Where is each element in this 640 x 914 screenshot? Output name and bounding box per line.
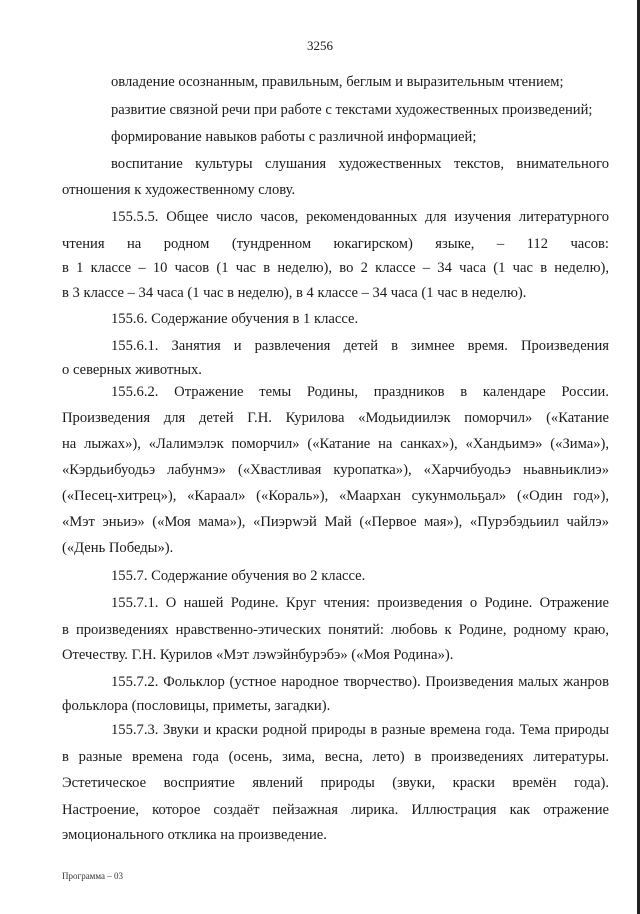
text-line: 155.5.5. Общее число часов, рекомендованных для изучения литературного: [111, 209, 609, 225]
footer-label: Программа – 03: [62, 871, 124, 881]
text-line: 155.7.3. Звуки и краски родной природы в разные времена года. Тема природы: [111, 722, 609, 738]
text-line: («Песец-хитрец»), «Караал» («Кораль»), «Маархан сукунмольҕал» («Один год»),: [62, 488, 609, 504]
text-line: 155.6.2. Отражение темы Родины, праздников в календаре России.: [111, 384, 609, 400]
text-line: в 1 классе – 10 часов (1 час в неделю), во 2 классе – 34 часа (1 час в неделю),: [62, 260, 609, 276]
text-line: 155.6.1. Занятия и развлечения детей в зимнее время. Произведения: [111, 338, 609, 354]
section-heading: 155.6. Содержание обучения в 1 классе.: [111, 311, 359, 327]
text-line: воспитание культуры слушания художественных текстов, внимательного: [111, 156, 609, 172]
text-line: «Мэт эньиэ» («Моя мама»), «Пиэрwэй Май («Первое мая»), «Пурэбэдьиил чайлэ»: [62, 514, 609, 530]
text-line: о северных животных.: [62, 362, 202, 378]
text-line: на лыжах»), «Лалимэлэк поморчил» («Катание на санках»), «Хандьимэ» («Зима»),: [62, 436, 609, 452]
text-line: отношения к художественному слову.: [62, 182, 296, 198]
section-heading: 155.7. Содержание обучения во 2 классе.: [111, 568, 366, 584]
text-line: овладение осознанным, правильным, беглым и выразительным чтением;: [111, 74, 564, 90]
text-line: «Кэрдьибуодьэ лабунмэ» («Хвастливая куропатка»), «Харчибуодьэ ньавньиклиэ»: [62, 462, 609, 478]
text-line: эмоционального отклика на произведение.: [62, 827, 327, 843]
text-line: фольклора (пословицы, приметы, загадки).: [62, 698, 331, 714]
text-line: 155.7.2. Фольклор (устное народное творчество). Произведения малых жанров: [111, 674, 609, 690]
text-line: формирование навыков работы с различной информацией;: [111, 129, 477, 145]
text-line: («День Победы»).: [62, 540, 174, 556]
page-number: 3256: [307, 38, 333, 53]
text-line: Эстетическое восприятие явлений природы (звуки, краски времён года).: [62, 775, 609, 791]
text-line: Отечеству. Г.Н. Курилов «Мэт лэwэйнбурэбэ» («Моя Родина»).: [62, 647, 454, 663]
text-line: развитие связной речи при работе с текстами художественных произведений;: [111, 102, 593, 118]
text-line: 155.7.1. О нашей Родине. Круг чтения: произведения о Родине. Отражение: [111, 595, 609, 611]
text-line: в разные времена года (осень, зима, весна, лето) в произведениях литературы.: [62, 749, 609, 765]
text-line: в произведениях нравственно-этических понятий: любовь к Родине, родному краю,: [62, 622, 609, 638]
text-line: Настроение, которое создаёт пейзажная лирика. Иллюстрация как отражение: [62, 802, 609, 818]
text-line: Произведения для детей Г.Н. Курилова «Модьидиилэк поморчил» («Катание: [62, 410, 609, 426]
text-line: чтения на родном (тундренном юкагирском) языке, – 112 часов:: [62, 236, 609, 252]
text-line: в 3 классе – 34 часа (1 час в неделю), в 4 классе – 34 часа (1 час в неделю).: [62, 285, 527, 301]
